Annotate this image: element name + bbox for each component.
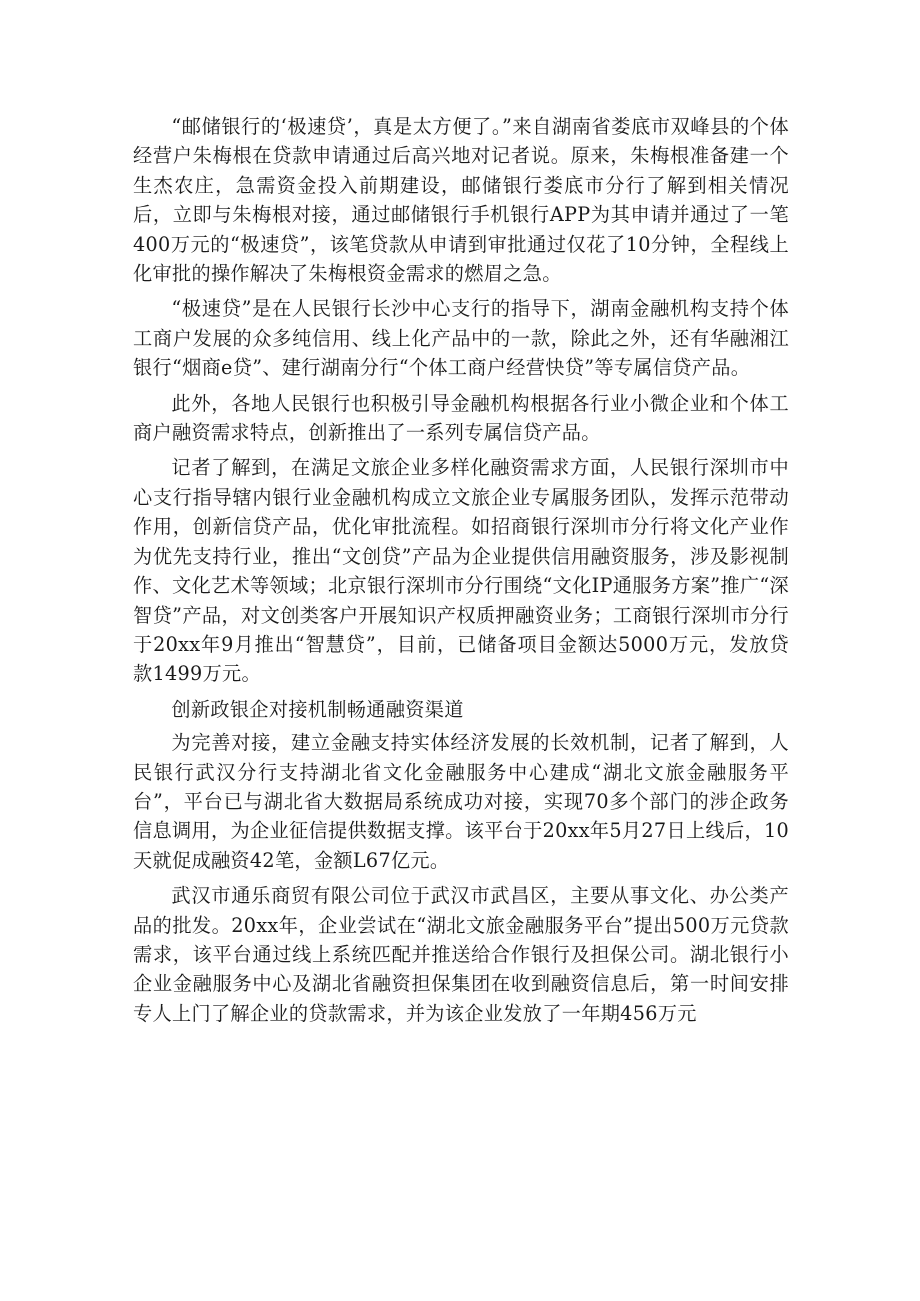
paragraph-1: “邮储银行的‘极速贷’，真是太方便了。”来自湖南省娄底市双峰县的个体经营户朱梅根在贷款申请通过后高兴地对记者说。原来，朱梅根准备建一个生杰农庄，急需资金投入前期建设，邮储银行娄底市分行了解到相关情况后，立即与朱梅根对接，通过邮储银行手机银行APP为其申请并通过了一笔400万元的“极速贷”，该笔贷款从申请到审批通过仅花了10分钟，全程线上化审批的操作解决了朱梅根资金需求的燃眉之急。 [133, 115, 789, 286]
article-body [133, 112, 789, 1034]
paragraph-5: 为完善对接，建立金融支持实体经济发展的长效机制，记者了解到，人民银行武汉分行支持湖北省文化金融服务中心建成“湖北文旅金融服务平台”，平台已与湖北省大数据局系统成功对接，实现70多个部门的涉企政务信息调用，为企业征信提供数据支撑。该平台于20xx年5月27日上线后，10天就促成融资42笔，金额L67亿元。 [133, 731, 789, 872]
section-heading: 创新政银企对接机制畅通融资渠道 [171, 697, 464, 721]
paragraph-3: 此外，各地人民银行也积极引导金融机构根据各行业小微企业和个体工商户融资需求特点，创新推出了一系列专属信贷产品。 [133, 391, 789, 445]
paragraph-4: 记者了解到，在满足文旅企业多样化融资需求方面，人民银行深圳市中心支行指导辖内银行业金融机构成立文旅企业专属服务团队，发挥示范带动作用，创新信贷产品，优化审批流程。如招商银行深圳市分行将文化产业作为优先支持行业，推出“文创贷”产品为企业提供信用融资服务，涉及影视制作、文化艺术等领域；北京银行深圳市分行围绕“文化IP通服务方案”推广“深智贷”产品，对文创类客户开展知识产权质押融资业务；工商银行深圳市分行于20xx年9月推出“智慧贷”，目前，已储备项目金额达5000万元，发放贷款1499万元。 [133, 456, 789, 686]
paragraph-2: “极速贷”是在人民银行长沙中心支行的指导下，湖南金融机构支持个体工商户发展的众多纯信用、线上化产品中的一款，除此之外，还有华融湘江银行“烟商e贷”、建行湖南分行“个体工商户经营快贷”等专属信贷产品。 [133, 297, 789, 380]
paragraph-6: 武汉市通乐商贸有限公司位于武汉市武昌区，主要从事文化、办公类产品的批发。20xx年，企业尝试在“湖北文旅金融服务平台”提出500万元贷款需求，该平台通过线上系统匹配并推送给合作银行及担保公司。湖北银行小企业金融服务中心及湖北省融资担保集团在收到融资信息后，第一时间安排专人上门了解企业的贷款需求，并为该企业发放了一年期456万元 [133, 884, 789, 1025]
